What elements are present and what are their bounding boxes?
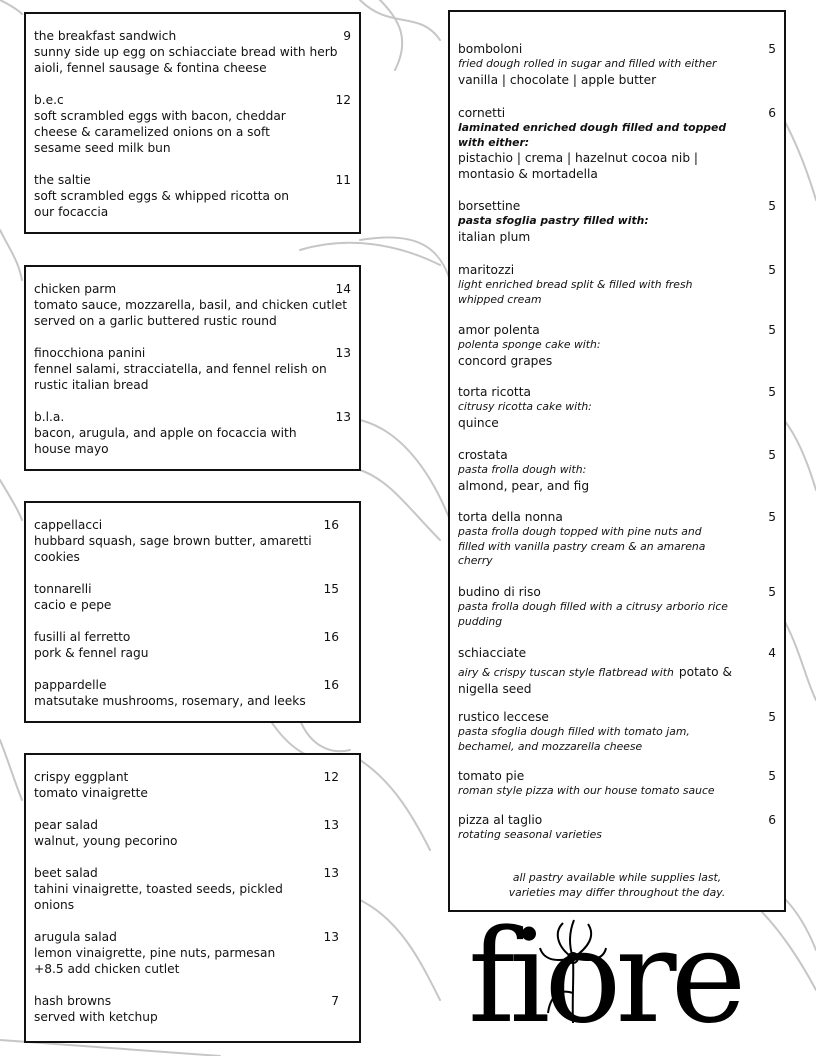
item-price: 14 (335, 282, 351, 296)
item-description: soft scrambled eggs with bacon, cheddar cheese & caramelized onions on a soft sesame seed milk bun (34, 109, 286, 155)
item-price: 16 (323, 518, 339, 532)
item-name: b.e.c (34, 93, 64, 107)
item-name: amor polenta (458, 323, 540, 337)
pasta-section (24, 501, 361, 723)
pastry-item (458, 812, 776, 843)
item-name: pizza al taglio (458, 813, 543, 827)
menu-item (34, 581, 339, 613)
item-name: bomboloni (458, 42, 523, 56)
item-description: pasta sfoglia pastry filled with: (458, 214, 649, 227)
flower-icon (538, 918, 608, 1028)
item-price: 13 (323, 930, 339, 944)
menu-item (34, 629, 339, 661)
item-name: torta della nonna (458, 510, 563, 524)
item-name: beet salad (34, 866, 98, 880)
item-price: 5 (768, 263, 776, 277)
item-price: 5 (768, 585, 776, 599)
item-price: 13 (323, 866, 339, 880)
item-options: concord grapes (458, 353, 553, 368)
item-description: lemon vinaigrette, pine nuts, parmesan (34, 946, 276, 960)
item-name: pear salad (34, 818, 98, 832)
menu-item (34, 92, 351, 156)
pastry-item (458, 447, 776, 494)
item-name: tonnarelli (34, 582, 92, 596)
pastry-item (458, 709, 776, 754)
item-name: pappardelle (34, 678, 107, 692)
item-description: tomato sauce, mozzarella, basil, and chicken cutlet served on a garlic buttered rustic round (34, 298, 347, 328)
breakfast-section (24, 12, 361, 234)
item-options: vanilla | chocolate | apple butter (458, 72, 657, 87)
item-options: pistachio | crema | hazelnut cocoa nib | montasio & mortadella (458, 151, 699, 181)
item-description-tail: potato & (678, 665, 732, 679)
item-description: tomato vinaigrette (34, 786, 148, 800)
item-price: 6 (768, 106, 776, 120)
item-name: hash browns (34, 994, 112, 1008)
item-price: 6 (768, 813, 776, 827)
item-price: 5 (768, 199, 776, 213)
item-price: 7 (331, 994, 339, 1008)
item-price: 15 (323, 582, 339, 596)
item-name: cappellacci (34, 518, 103, 532)
item-description: laminated enriched dough filled and topped with either: (458, 121, 727, 149)
pastry-item (458, 105, 776, 182)
item-options: almond, pear, and fig (458, 478, 590, 493)
item-description: hubbard squash, sage brown butter, amaretti cookies (34, 534, 312, 564)
item-description: citrusy ricotta cake with: (458, 400, 592, 413)
item-description: rotating seasonal varieties (458, 828, 602, 841)
item-price: 11 (335, 173, 351, 187)
pastry-item (458, 384, 776, 431)
pastry-item (458, 322, 776, 369)
item-name: crostata (458, 448, 508, 462)
menu-item (34, 345, 351, 393)
menu-item (34, 865, 339, 913)
item-description: tahini vinaigrette, toasted seeds, pickled onions (34, 882, 283, 912)
menu-item (34, 409, 351, 457)
item-description: matsutake mushrooms, rosemary, and leeks (34, 694, 306, 708)
item-name: arugula salad (34, 930, 117, 944)
item-options: italian plum (458, 229, 531, 244)
pastry-item (458, 509, 776, 569)
item-price: 5 (768, 448, 776, 462)
item-name: fusilli al ferretto (34, 630, 131, 644)
pastry-section (448, 10, 786, 912)
fiore-logo (468, 903, 768, 1052)
item-description: roman style pizza with our house tomato sauce (458, 784, 715, 797)
item-description: pork & fennel ragu (34, 646, 149, 660)
item-price: 5 (768, 42, 776, 56)
item-description: bacon, arugula, and apple on focaccia with house mayo (34, 426, 297, 456)
item-name: rustico leccese (458, 710, 549, 724)
item-price: 13 (335, 346, 351, 360)
item-price: 9 (343, 29, 351, 43)
pastry-item (458, 645, 776, 697)
menu-item (34, 172, 351, 220)
item-price: 5 (768, 710, 776, 724)
item-price: 4 (768, 646, 776, 660)
item-price: 5 (768, 323, 776, 337)
item-name: torta ricotta (458, 385, 531, 399)
logo-wordmark: fiore (468, 903, 741, 1052)
item-options: nigella seed (458, 681, 532, 696)
pastry-availability-note: all pastry available while supplies last, varieties may differ throughout the day. (508, 871, 726, 899)
item-addon: +8.5 add chicken cutlet (34, 962, 180, 976)
menu-item (34, 281, 351, 329)
item-name: maritozzi (458, 263, 515, 277)
item-description: pasta sfoglia dough filled with tomato jam, bechamel, and mozzarella cheese (458, 725, 690, 753)
menu-item (34, 769, 339, 801)
item-description: pasta frolla dough topped with pine nuts and filled with vanilla pastry cream & an amarena cherry (458, 525, 706, 567)
pastry-item (458, 198, 776, 245)
item-description: cacio e pepe (34, 598, 112, 612)
item-description: walnut, young pecorino (34, 834, 178, 848)
item-description: airy & crispy tuscan style flatbread with (458, 666, 674, 679)
item-name: cornetti (458, 106, 506, 120)
item-price: 5 (768, 385, 776, 399)
item-name: budino di riso (458, 585, 541, 599)
menu-item (34, 28, 351, 76)
item-name: finocchiona panini (34, 346, 146, 360)
item-description: fried dough rolled in sugar and filled with either (458, 57, 717, 70)
menu-item (34, 929, 339, 977)
item-price: 5 (768, 510, 776, 524)
item-name: b.l.a. (34, 410, 65, 424)
menu-item (34, 993, 339, 1025)
item-description: served with ketchup (34, 1010, 158, 1024)
item-price: 5 (768, 769, 776, 783)
item-description: light enriched bread split & filled with fresh whipped cream (458, 278, 693, 306)
item-name: tomato pie (458, 769, 525, 783)
menu-item (34, 517, 339, 565)
item-name: the breakfast sandwich (34, 29, 177, 43)
item-price: 12 (335, 93, 351, 107)
menu-item (34, 817, 339, 849)
pastry-item (458, 768, 776, 799)
sandwiches-section (24, 265, 361, 471)
item-description: soft scrambled eggs & whipped ricotta on our focaccia (34, 189, 290, 219)
item-name: borsettine (458, 199, 521, 213)
menu-item (34, 677, 339, 709)
item-description: pasta frolla dough with: (458, 463, 587, 476)
item-description: sunny side up egg on schiacciate bread with herb aioli, fennel sausage & fontina cheese (34, 45, 338, 75)
item-name: schiacciate (458, 646, 527, 660)
item-price: 16 (323, 678, 339, 692)
item-description: polenta sponge cake with: (458, 338, 601, 351)
item-description: fennel salami, stracciatella, and fennel relish on rustic italian bread (34, 362, 327, 392)
pastry-item (458, 41, 776, 88)
sides-section (24, 753, 361, 1043)
item-price: 13 (323, 818, 339, 832)
item-price: 13 (335, 410, 351, 424)
item-description: pasta frolla dough filled with a citrusy arborio rice pudding (458, 600, 728, 628)
item-name: the saltie (34, 173, 91, 187)
item-price: 12 (323, 770, 339, 784)
item-name: chicken parm (34, 282, 117, 296)
item-options: quince (458, 415, 499, 430)
pastry-item (458, 584, 776, 629)
item-name: crispy eggplant (34, 770, 129, 784)
pastry-item (458, 262, 776, 307)
item-price: 16 (323, 630, 339, 644)
